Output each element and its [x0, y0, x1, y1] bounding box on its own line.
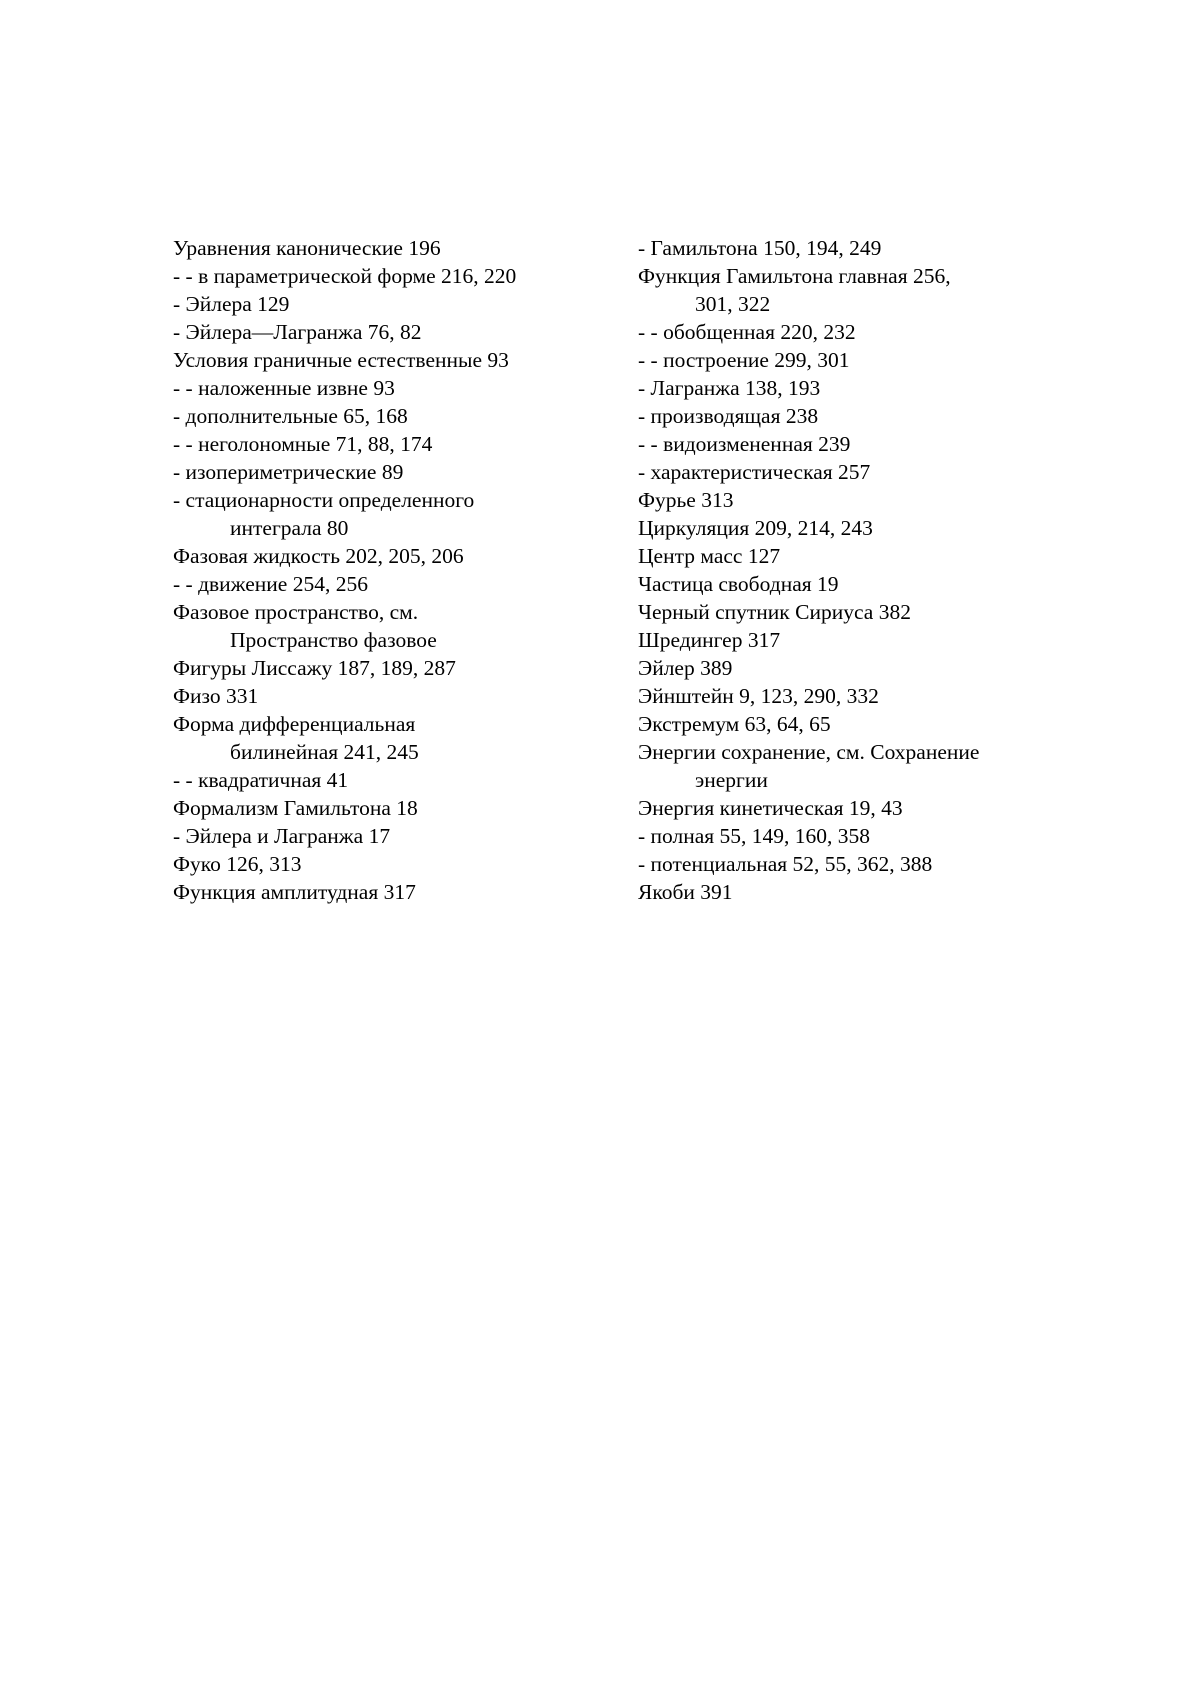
index-entry-text: Циркуляция 209, 214, 243: [638, 516, 873, 540]
index-entry-text: - Эйлера—Лагранжа 76, 82: [173, 320, 422, 344]
index-entry-text: Энергии сохранение, см. Сохранение: [638, 740, 980, 764]
index-entry: [173, 318, 613, 346]
index-entry-text: Эйлер 389: [638, 656, 733, 680]
index-entry-continuation: Пространство фазовое: [230, 628, 437, 652]
index-entry: [638, 430, 1078, 458]
index-entry: [173, 822, 613, 850]
index-entry-text: - стационарности определенного: [173, 488, 475, 512]
index-entry-text: Функция Гамильтона главная 256,: [638, 264, 951, 288]
index-entry-text: Центр масс 127: [638, 544, 781, 568]
index-entry-text: Частица свободная 19: [638, 572, 839, 596]
index-entry: [173, 542, 613, 570]
index-entry-text: Функция амплитудная 317: [173, 880, 416, 904]
index-entry: [173, 794, 613, 822]
index-entry: [638, 458, 1078, 486]
index-entry: [173, 766, 613, 794]
index-entry: [638, 570, 1078, 598]
index-entry-text: - - обобщенная 220, 232: [638, 320, 856, 344]
index-entry: [638, 654, 1078, 682]
index-entry: [638, 514, 1078, 542]
index-entry-text: - - в параметрической форме 216, 220: [173, 264, 517, 288]
index-entry-text: - - построение 299, 301: [638, 348, 850, 372]
index-entry-text: Фазовое пространство, см.: [173, 600, 419, 624]
index-entry: [638, 626, 1078, 654]
index-entry-text: Якоби 391: [638, 880, 733, 904]
index-entry-text: Условия граничные естественные 93: [173, 348, 509, 372]
index-entry: [173, 598, 613, 654]
index-entry: [173, 458, 613, 486]
index-entry-text: - - видоизмененная 239: [638, 432, 851, 456]
index-entry: [173, 654, 613, 682]
index-entry: [173, 850, 613, 878]
index-entry-text: - изопериметрические 89: [173, 460, 404, 484]
index-entry: [638, 738, 1078, 794]
index-entry: [638, 318, 1078, 346]
index-entry: [173, 262, 613, 290]
index-entry-text: Шредингер 317: [638, 628, 781, 652]
index-entry-text: Фигуры Лиссажу 187, 189, 287: [173, 656, 456, 680]
index-entry: [173, 710, 613, 766]
index-entry: [173, 682, 613, 710]
index-entry-text: Форма дифференциальная: [173, 712, 416, 736]
index-entry: [173, 402, 613, 430]
index-entry: [638, 682, 1078, 710]
index-entry-continuation: энергии: [695, 768, 768, 792]
index-entry-text: Фуко 126, 313: [173, 852, 302, 876]
index-entry: [638, 262, 1078, 318]
index-entry: [173, 290, 613, 318]
index-entry: [638, 878, 1078, 906]
index-entry-text: - Гамильтона 150, 194, 249: [638, 236, 882, 260]
index-entry-text: - - неголономные 71, 88, 174: [173, 432, 433, 456]
index-entry-text: - дополнительные 65, 168: [173, 404, 408, 428]
index-entry: [173, 570, 613, 598]
index-entry-text: Уравнения канонические 196: [173, 236, 441, 260]
index-entry-text: Энергия кинетическая 19, 43: [638, 796, 903, 820]
index-entry-text: Эйнштейн 9, 123, 290, 332: [638, 684, 879, 708]
index-entry-text: Формализм Гамильтона 18: [173, 796, 418, 820]
index-entry-continuation: интеграла 80: [230, 516, 349, 540]
index-entry-text: - - наложенные извне 93: [173, 376, 395, 400]
index-entry: [638, 486, 1078, 514]
index-entry-text: - характеристическая 257: [638, 460, 871, 484]
index-entry-text: - потенциальная 52, 55, 362, 388: [638, 852, 933, 876]
index-entry-text: - Эйлера 129: [173, 292, 290, 316]
index-entry-continuation: 301, 322: [695, 292, 771, 316]
index-entry: [638, 346, 1078, 374]
index-entry: [173, 430, 613, 458]
index-entry-text: - Лагранжа 138, 193: [638, 376, 821, 400]
index-entry: [638, 402, 1078, 430]
index-entry-text: - Эйлера и Лагранжа 17: [173, 824, 391, 848]
index-entry-text: - полная 55, 149, 160, 358: [638, 824, 871, 848]
index-entry: [173, 374, 613, 402]
index-entry-text: - - движение 254, 256: [173, 572, 368, 596]
index-entry-text: Фазовая жидкость 202, 205, 206: [173, 544, 464, 568]
index-entry-text: Физо 331: [173, 684, 259, 708]
index-entry: [638, 710, 1078, 738]
index-entry-text: Экстремум 63, 64, 65: [638, 712, 831, 736]
index-entry: [173, 878, 613, 906]
index-entry: [638, 542, 1078, 570]
index-entry: [638, 374, 1078, 402]
index-entry: [638, 598, 1078, 626]
index-column-left: [173, 234, 613, 906]
index-entry-continuation: билинейная 241, 245: [230, 740, 419, 764]
index-column-right: [638, 234, 1078, 906]
index-entry: [173, 234, 613, 262]
index-entry-text: Черный спутник Сириуса 382: [638, 600, 911, 624]
index-entry: [173, 486, 613, 542]
index-entry-text: - производящая 238: [638, 404, 819, 428]
index-entry: [638, 234, 1078, 262]
index-entry-text: - - квадратичная 41: [173, 768, 349, 792]
index-entry: [638, 850, 1078, 878]
index-entry-text: Фурье 313: [638, 488, 734, 512]
index-entry: [173, 346, 613, 374]
index-entry: [638, 794, 1078, 822]
index-entry: [638, 822, 1078, 850]
